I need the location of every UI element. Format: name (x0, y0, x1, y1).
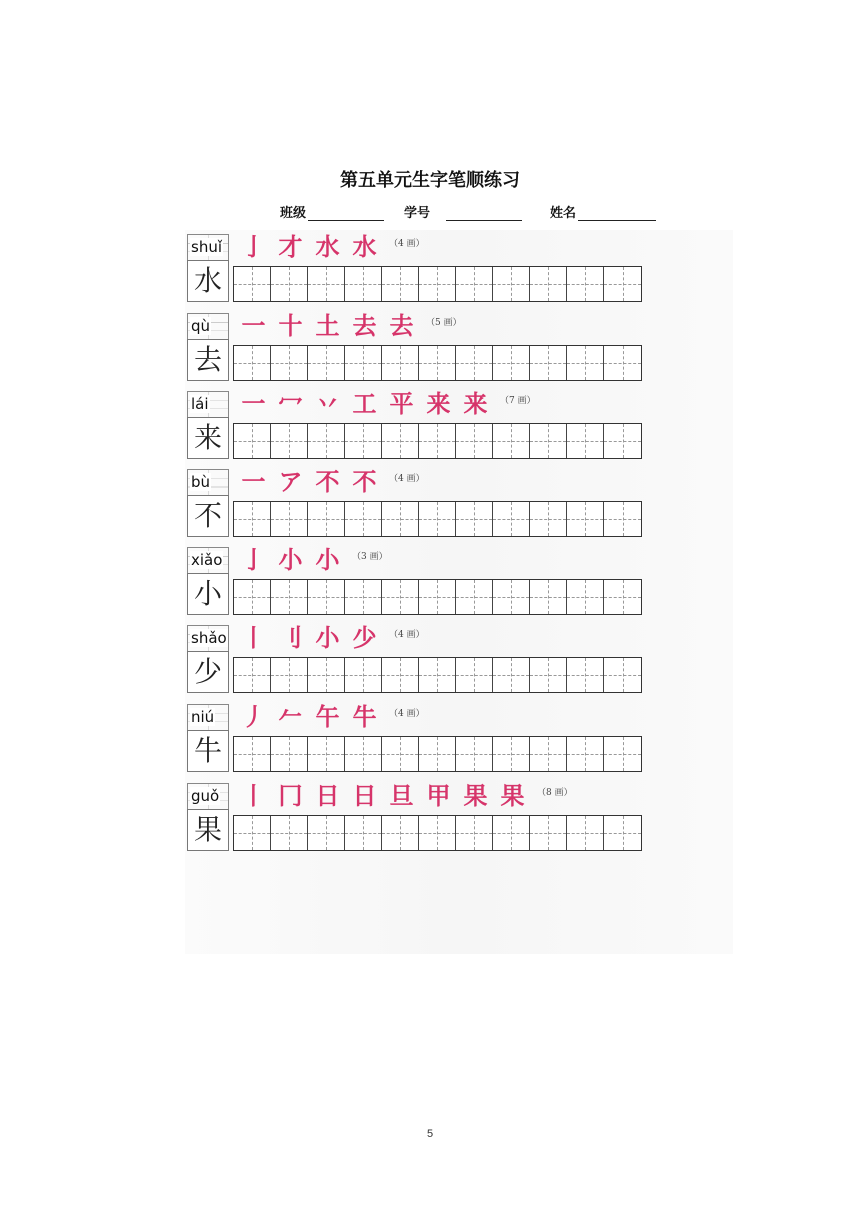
character-entry (187, 391, 647, 463)
character-entry (187, 469, 647, 541)
writing-grid (233, 501, 642, 537)
stroke-order-sequence (235, 389, 536, 419)
pinyin-label: guǒ (191, 787, 220, 805)
writing-grid (233, 736, 642, 772)
stroke-step: 果 (463, 781, 488, 810)
stroke-step: 才 (278, 232, 303, 261)
name-label: 姓名 (550, 206, 577, 221)
character-entry (187, 313, 647, 385)
stroke-step: 来 (463, 389, 488, 418)
stroke-count: （3 画） (352, 552, 388, 562)
writing-cell[interactable] (345, 502, 382, 536)
writing-cell[interactable] (604, 816, 641, 850)
writing-cell[interactable] (604, 502, 641, 536)
writing-cell[interactable] (308, 267, 345, 301)
writing-cell[interactable] (382, 502, 419, 536)
writing-cell[interactable] (308, 737, 345, 771)
pinyin-label: niú (191, 708, 215, 726)
model-character: 水 (187, 260, 229, 302)
pinyin-box (187, 625, 229, 651)
writing-cell[interactable] (493, 580, 530, 614)
pinyin-box (187, 234, 229, 260)
writing-cell[interactable] (493, 502, 530, 536)
stroke-count: （4 画） (389, 709, 425, 719)
stroke-step: 牛 (352, 702, 377, 731)
pinyin-label: shuǐ (191, 238, 222, 256)
writing-cell[interactable] (493, 737, 530, 771)
writing-cell[interactable] (271, 502, 308, 536)
writing-cell[interactable] (234, 580, 271, 614)
model-character: 去 (187, 339, 229, 381)
writing-cell[interactable] (567, 580, 604, 614)
writing-cell[interactable] (234, 816, 271, 850)
writing-cell[interactable] (271, 424, 308, 458)
stroke-step: 丿 (241, 702, 266, 731)
writing-cell[interactable] (308, 346, 345, 380)
writing-cell[interactable] (382, 658, 419, 692)
stroke-count: （7 画） (500, 396, 536, 406)
pinyin-box (187, 704, 229, 730)
writing-cell[interactable] (604, 580, 641, 614)
writing-cell[interactable] (567, 816, 604, 850)
student-number-label: 学号 (404, 206, 431, 221)
writing-cell[interactable] (382, 267, 419, 301)
stroke-step: 丨 (241, 623, 266, 652)
writing-cell[interactable] (345, 580, 382, 614)
stroke-step: 小 (315, 623, 340, 652)
stroke-order-sequence (235, 702, 425, 732)
stroke-step: 不 (315, 467, 340, 496)
writing-cell[interactable] (419, 580, 456, 614)
writing-grid (233, 657, 642, 693)
stroke-step: 日 (352, 781, 377, 810)
writing-cell[interactable] (382, 816, 419, 850)
student-info-row (280, 202, 680, 224)
stroke-step: 一 (241, 311, 266, 340)
stroke-step: 土 (315, 311, 340, 340)
writing-cell[interactable] (456, 658, 493, 692)
stroke-step: 去 (389, 311, 414, 340)
writing-cell[interactable] (345, 267, 382, 301)
writing-cell[interactable] (419, 424, 456, 458)
character-entry (187, 783, 647, 855)
pinyin-label: xiǎo (191, 551, 223, 569)
model-character: 小 (187, 573, 229, 615)
stroke-step: 一 (241, 467, 266, 496)
writing-grid (233, 423, 642, 459)
writing-cell[interactable] (271, 267, 308, 301)
writing-cell[interactable] (530, 346, 567, 380)
character-entry (187, 625, 647, 697)
model-character: 来 (187, 417, 229, 459)
stroke-step: 亅 (241, 232, 266, 261)
name-field[interactable] (550, 202, 656, 221)
writing-cell[interactable] (530, 267, 567, 301)
stroke-step: 工 (352, 389, 377, 418)
writing-cell[interactable] (456, 502, 493, 536)
writing-cell[interactable] (456, 424, 493, 458)
pinyin-label: bù (191, 473, 211, 491)
writing-cell[interactable] (419, 267, 456, 301)
stroke-step: 刂 (278, 623, 303, 652)
page-number: 5 (426, 1128, 434, 1140)
writing-cell[interactable] (382, 424, 419, 458)
writing-grid (233, 345, 642, 381)
stroke-step: 丷 (315, 389, 340, 418)
pinyin-box (187, 547, 229, 573)
stroke-order-sequence (235, 467, 425, 497)
writing-cell[interactable] (345, 424, 382, 458)
stroke-step: 水 (352, 232, 377, 261)
stroke-count: （5 画） (426, 318, 462, 328)
writing-cell[interactable] (456, 737, 493, 771)
writing-cell[interactable] (604, 737, 641, 771)
writing-cell[interactable] (604, 658, 641, 692)
model-character: 果 (187, 809, 229, 851)
class-label: 班级 (280, 206, 307, 221)
pinyin-label: lái (191, 395, 209, 413)
writing-cell[interactable] (604, 424, 641, 458)
writing-cell[interactable] (234, 424, 271, 458)
writing-cell[interactable] (271, 816, 308, 850)
stroke-step: 小 (315, 545, 340, 574)
pinyin-box (187, 313, 229, 339)
writing-cell[interactable] (308, 424, 345, 458)
writing-cell[interactable] (234, 737, 271, 771)
writing-cell[interactable] (234, 502, 271, 536)
stroke-step: 少 (352, 623, 377, 652)
stroke-step: 冂 (278, 781, 303, 810)
writing-cell[interactable] (530, 580, 567, 614)
pinyin-box (187, 469, 229, 495)
stroke-order-sequence (235, 623, 425, 653)
stroke-step: 平 (389, 389, 414, 418)
writing-cell[interactable] (234, 658, 271, 692)
stroke-step: 亅 (241, 545, 266, 574)
writing-cell[interactable] (419, 502, 456, 536)
writing-grid (233, 815, 642, 851)
writing-cell[interactable] (567, 658, 604, 692)
stroke-step: 去 (352, 311, 377, 340)
character-entry (187, 234, 647, 306)
stroke-step: 日 (315, 781, 340, 810)
stroke-step: 来 (426, 389, 451, 418)
writing-cell[interactable] (419, 816, 456, 850)
student-number-field[interactable] (404, 202, 522, 221)
writing-cell[interactable] (493, 346, 530, 380)
model-character: 少 (187, 651, 229, 693)
pinyin-label: qù (191, 317, 211, 335)
pinyin-box (187, 391, 229, 417)
writing-cell[interactable] (382, 737, 419, 771)
writing-cell[interactable] (382, 580, 419, 614)
stroke-step: 丨 (241, 781, 266, 810)
writing-cell[interactable] (419, 346, 456, 380)
writing-cell[interactable] (419, 737, 456, 771)
writing-cell[interactable] (271, 346, 308, 380)
writing-cell[interactable] (271, 658, 308, 692)
model-character: 不 (187, 495, 229, 537)
writing-cell[interactable] (530, 424, 567, 458)
writing-cell[interactable] (493, 658, 530, 692)
model-character: 牛 (187, 730, 229, 772)
worksheet-title: 第五单元生字笔顺练习 (340, 170, 520, 191)
writing-cell[interactable] (567, 737, 604, 771)
character-entry (187, 547, 647, 619)
writing-cell[interactable] (604, 346, 641, 380)
writing-cell[interactable] (456, 267, 493, 301)
writing-cell[interactable] (530, 502, 567, 536)
writing-cell[interactable] (530, 816, 567, 850)
writing-cell[interactable] (345, 737, 382, 771)
writing-cell[interactable] (493, 267, 530, 301)
pinyin-label: shǎo (191, 629, 227, 647)
stroke-order-sequence (235, 781, 573, 811)
writing-cell[interactable] (456, 816, 493, 850)
character-entry (187, 704, 647, 776)
stroke-order-sequence (235, 311, 462, 341)
writing-cell[interactable] (234, 267, 271, 301)
writing-cell[interactable] (493, 816, 530, 850)
writing-cell[interactable] (308, 658, 345, 692)
writing-cell[interactable] (308, 580, 345, 614)
writing-cell[interactable] (604, 267, 641, 301)
writing-cell[interactable] (271, 737, 308, 771)
writing-grid (233, 579, 642, 615)
pinyin-box (187, 783, 229, 809)
writing-cell[interactable] (493, 424, 530, 458)
stroke-step: 果 (500, 781, 525, 810)
stroke-count: （4 画） (389, 630, 425, 640)
stroke-count: （4 画） (389, 239, 425, 249)
stroke-order-sequence (235, 545, 388, 575)
stroke-order-sequence (235, 232, 425, 262)
stroke-step: 冖 (278, 389, 303, 418)
stroke-step: ア (278, 467, 303, 496)
stroke-step: 旦 (389, 781, 414, 810)
stroke-step: 十 (278, 311, 303, 340)
stroke-count: （8 画） (537, 788, 573, 798)
writing-cell[interactable] (345, 658, 382, 692)
writing-cell[interactable] (456, 346, 493, 380)
stroke-step: 甲 (426, 781, 451, 810)
writing-cell[interactable] (308, 502, 345, 536)
stroke-step: 𠂉 (278, 702, 303, 731)
class-field[interactable] (280, 202, 384, 221)
writing-cell[interactable] (234, 346, 271, 380)
stroke-step: 午 (315, 702, 340, 731)
writing-cell[interactable] (567, 267, 604, 301)
stroke-count: （4 画） (389, 474, 425, 484)
writing-cell[interactable] (382, 346, 419, 380)
writing-cell[interactable] (308, 816, 345, 850)
writing-cell[interactable] (345, 346, 382, 380)
writing-cell[interactable] (271, 580, 308, 614)
writing-cell[interactable] (567, 424, 604, 458)
writing-cell[interactable] (345, 816, 382, 850)
writing-grid (233, 266, 642, 302)
writing-cell[interactable] (456, 580, 493, 614)
writing-cell[interactable] (530, 658, 567, 692)
writing-cell[interactable] (419, 658, 456, 692)
stroke-step: 不 (352, 467, 377, 496)
stroke-step: 小 (278, 545, 303, 574)
writing-cell[interactable] (530, 737, 567, 771)
stroke-step: 一 (241, 389, 266, 418)
stroke-step: 水 (315, 232, 340, 261)
writing-cell[interactable] (567, 502, 604, 536)
writing-cell[interactable] (567, 346, 604, 380)
